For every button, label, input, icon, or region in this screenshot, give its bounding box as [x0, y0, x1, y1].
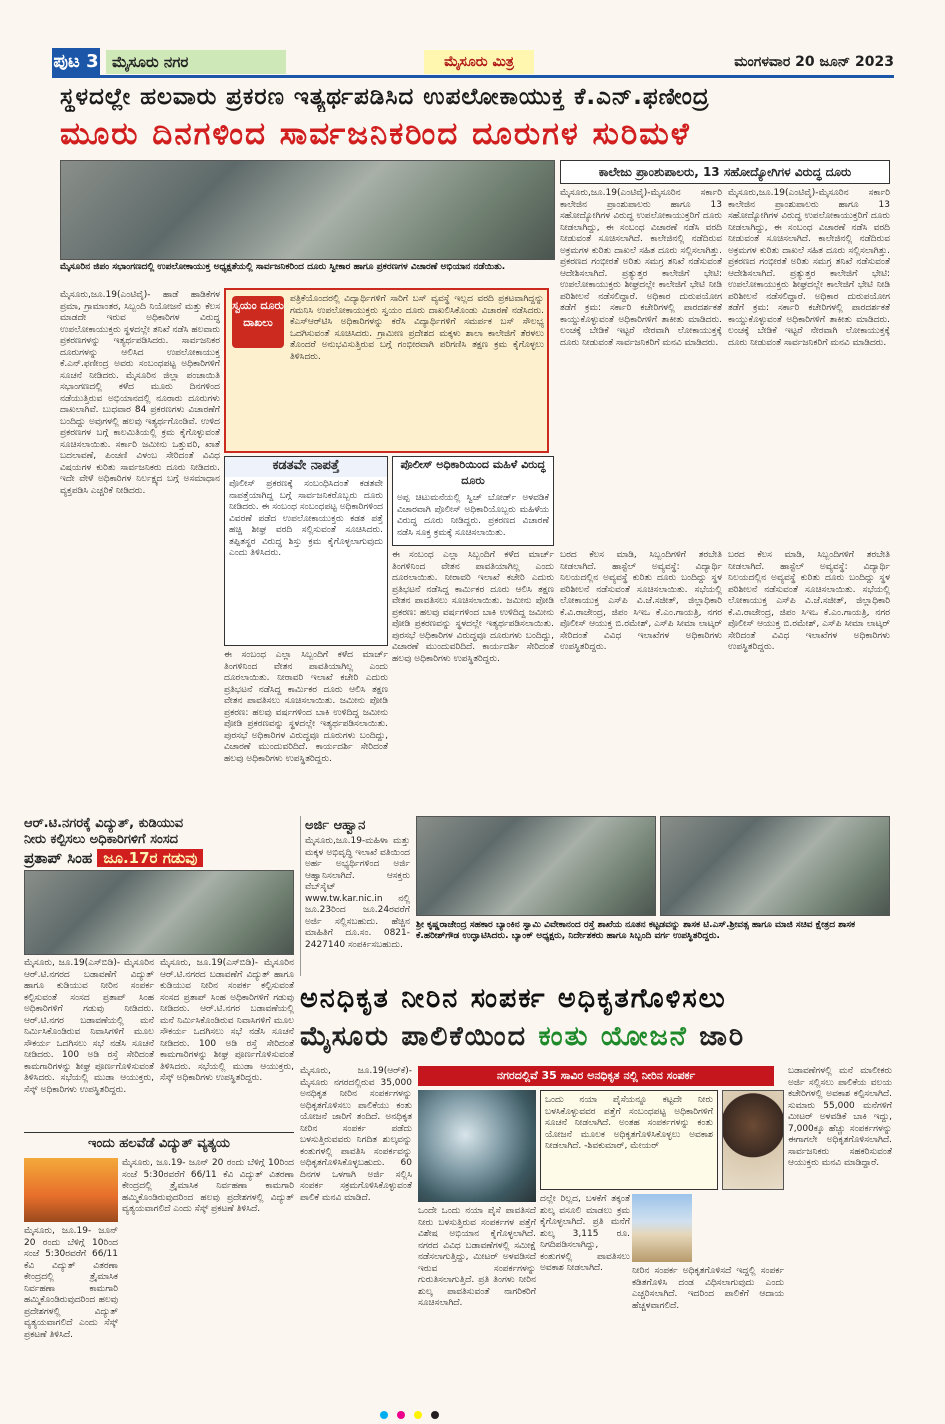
masthead — [52, 48, 894, 78]
mid-column-left: ಈ ಸಂಬಂಧ ಎಲ್ಲಾ ಸಿಬ್ಬಂದಿಗೆ ಕಳೆದ ಮಾರ್ಚ್ ತಿಂಗಳಿನಿಂದ ವೇತನ ಪಾವತಿಯಾಗಿಲ್ಲ ಎಂದು ದೂರಲಾಯಿತು. ನೀರಾವರಿ ಇಲಾಖೆ ಕಚೇರಿ ಎದುರು ಪ್ರತಿಭಟನೆ ನಡೆಸಿದ್ದ ಕಾರ್ಮಿಕರ ದೂರು ಆಲಿಸಿ ತಕ್ಷಣ ವೇತನ ಪಾವತಿಸಲು ಸೂಚಿಸಲಾಯಿತು. ಜಮೀನು ಪೋಡಿ ಪ್ರಕರಣ: ಹಲವು ವರ್ಷಗಳಿಂದ ಬಾಕಿ ಉಳಿದಿದ್ದ ಜಮೀನು ಪೋಡಿ ಪ್ರಕರಣವನ್ನು ಸ್ಥಳದಲ್ಲೇ ಇತ್ಯರ್ಥಪಡಿಸಲಾಯಿತು. ಪುರಸಭೆ ಅಧಿಕಾರಿಗಳ ವಿರುದ್ಧವೂ ದೂರುಗಳು ಬಂದಿದ್ದು, ವಿಚಾರಣೆ ಮುಂದುವರಿದಿದೆ. ಕಾರ್ಯದರ್ಶಿ ಸೇರಿದಂತೆ ಹಲವು ಅಧಿಕಾರಿಗಳು ಉಪಸ್ಥಿತರಿದ್ದರು. — [224, 650, 388, 764]
lead-photo-caption: ಮೈಸೂರಿನ ಜಿಪಂ ಸಭಾಂಗಣದಲ್ಲಿ ಉಪಲೋಕಾಯುಕ್ತ ಅಧ್ಯಕ್ಷತೆಯಲ್ಲಿ ಸಾರ್ವಜನಿಕರಿಂದ ದೂರು ಸ್ವೀಕಾರ ಹಾಗೂ ಪ್ರಕರಣಗಳ ವಿಚಾರಣೆ ಅಭಿಯಾನ ನಡೆಯಿತು. — [60, 262, 506, 272]
police-complaint-body: ಅಪ್ಪ ಚಿಟುಮನೆಯಲ್ಲಿ ಸ್ವಿಚ್ ಬೋರ್ಡ್ ಅಳವಡಿಕೆ ವಿಚಾರವಾಗಿ ಪೊಲೀಸ್ ಅಧಿಕಾರಿಯೊಬ್ಬರು ಮಹಿಳೆಯ ವಿರುದ್ಧ ದೂರು ನೀಡಿದ್ದರು. ಪ್ರಕರಣದ ವಿಚಾರಣೆ ನಡೆಸಿ ಸೂಕ್ತ ಕ್ರಮಕ್ಕೆ ಸೂಚಿಸಲಾಯಿತು. — [397, 493, 549, 538]
rt-nagar-photo — [24, 870, 294, 955]
yellow-mark — [414, 1411, 422, 1419]
event-photo-left — [416, 816, 656, 916]
missing-file-body: ಪೊಲೀಸ್ ಪ್ರಕರಣಕ್ಕೆ ಸಂಬಂಧಿಸಿದಂತೆ ಕಡತವೇ ನಾಪತ್ತೆಯಾಗಿದ್ದ ಬಗ್ಗೆ ಸಾರ್ವಜನಿಕರೊಬ್ಬರು ದೂರು ನೀಡಿದರು. ಈ ಸಂಬಂಧ ಸಂಬಂಧಪಟ್ಟ ಅಧಿಕಾರಿಗಳಿಂದ ವಿವರಣೆ ಪಡೆದ ಉಪಲೋಕಾಯುಕ್ತರು ಕಡತ ಪತ್ತೆ ಹಚ್ಚಿ ಶೀಘ್ರ ವರದಿ ಸಲ್ಲಿಸುವಂತೆ ಸೂಚಿಸಿದರು. ತಪ್ಪಿತಸ್ಥರ ವಿರುದ್ಧ ಶಿಸ್ತು ಕ್ರಮ ಕೈಗೊಳ್ಳಲಾಗುವುದು ಎಂದು ತಿಳಿಸಿದರು. — [229, 479, 383, 558]
water-headline-line2-b: ಕಂತು ಯೋಜನೆ — [538, 1021, 688, 1052]
police-complaint-title: ಪೊಲೀಸ್ ಅಧಿಕಾರಿಯಿಂದ ಮಹಿಳೆ ವಿರುದ್ಧ ದೂರು — [400, 458, 546, 487]
college-title-bar — [560, 160, 890, 184]
water-quote: ಒಂದು ನಯಾ ಪೈಸೆಯನ್ನೂ ಕಟ್ಟದೇ ನೀರು ಬಳಸಿಕೊಳ್ಳುವವರ ಪತ್ತೆಗೆ ಸಂಬಂಧಪಟ್ಟ ಅಧಿಕಾರಿಗಳಿಗೆ ಸೂಚನೆ ನೀಡಲಾಗಿದೆ. ಅಂತಹ ಸಂಪರ್ಕಗಳನ್ನು ಕಂತು ಯೋಜನೆ ಮೂಲಕ ಅಧಿಕೃತಗೊಳಿಸಿಕೊಳ್ಳಲು ಅವಕಾಶ ನೀಡಲಾಗಿದೆ. -ಶಿವಕುಮಾರ್, ಮೇಯರ್ — [545, 1095, 713, 1151]
paper-name: ಮೈಸೂರು ಮಿತ್ರ — [424, 50, 534, 74]
water-headline-line1: ಅನಧಿಕೃತ ನೀರಿನ ಸಂಪರ್ಕ ಅಧಿಕೃತಗೊಳಿಸಲು — [300, 983, 727, 1014]
rt-nagar-title-line3: ಪ್ರತಾಪ್ ಸಿಂಹ — [24, 849, 93, 867]
water-body-right: ಬಡಾವಣೆಗಳಲ್ಲಿ ಮನೆ ಮಾಲೀಕರು ಅರ್ಜಿ ಸಲ್ಲಿಸಲು ಪಾಲಿಕೆಯ ವಲಯ ಕಚೇರಿಗಳಲ್ಲಿ ಅವಕಾಶ ಕಲ್ಪಿಸಲಾಗಿದೆ. ಸುಮಾರು 55,000 ಮನೆಗಳಿಗೆ ಮೀಟರ್ ಅಳವಡಿಕೆ ಬಾಕಿ ಇದ್ದು, 7,000ಕ್ಕೂ ಹೆಚ್ಚು ಸಂಪರ್ಕಗಳನ್ನು ಈಗಾಗಲೇ ಅಧಿಕೃತಗೊಳಿಸಲಾಗಿದೆ. ಸಾರ್ವಜನಿಕರು ಸಹಕರಿಸುವಂತೆ ಆಯುಕ್ತರು ಮನವಿ ಮಾಡಿದ್ದಾರೆ. — [788, 1066, 892, 1168]
application-title: ಅರ್ಜಿ ಆಹ್ವಾನ — [305, 818, 366, 833]
event-photo-caption: ಶ್ರೀ ಕೃಷ್ಣರಾಜೇಂದ್ರ ಸಹಕಾರ ಬ್ಯಾಂಕಿನ ಸ್ವಾಮಿ ವಿವೇಕಾನಂದ ರಸ್ತೆ ಶಾಖೆಯ ನೂತನ ಕಟ್ಟಡವನ್ನು ಶಾಸಕ ಟಿ.ಎಸ್.ಶ್ರೀವತ್ಸ ಹಾಗೂ ಮಾಜಿ ಸಚಿವ ಕ್ಷೇತ್ರದ ಶಾಸಕ ಕೆ.ಹರೀಶ್‌ಗೌಡ ಉದ್ಘಾಟಿಸಿದರು. ಬ್ಯಾಂಕ್ ಅಧ್ಯಕ್ಷರು, ನಿರ್ದೇಶಕರು ಹಾಗೂ ಸಿಬ್ಬಂದಿ ವರ್ಗ ಉಪಸ್ಥಿತರಿದ್ದರು. — [416, 920, 856, 941]
college-body-right: ಮೈಸೂರು,ಜೂ.19(ಎಂಟಿವೈ)-ಮೈಸೂರಿನ ಸರ್ಕಾರಿ ಕಾಲೇಜಿನ ಪ್ರಾಂಶುಪಾಲರು ಹಾಗೂ 13 ಸಹೋದ್ಯೋಗಿಗಳ ವಿರುದ್ಧ ಉಪಲೋಕಾಯುಕ್ತರಿಗೆ ದೂರು ನೀಡಲಾಗಿದ್ದು, ಈ ಸಂಬಂಧ ವಿಚಾರಣೆ ನಡೆಸಿ ವರದಿ ನೀಡುವಂತೆ ಸೂಚಿಸಲಾಗಿದೆ. ಕಾಲೇಜಿನಲ್ಲಿ ನಡೆದಿರುವ ಅಕ್ರಮಗಳ ಕುರಿತು ದಾಖಲೆ ಸಹಿತ ದೂರು ಸಲ್ಲಿಸಲಾಗಿತ್ತು. ಪ್ರಕರಣದ ಗಂಭೀರತೆ ಅರಿತು ಸಮಗ್ರ ತನಿಖೆ ನಡೆಸುವಂತೆ ಆದೇಶಿಸಲಾಗಿದೆ. ಪ್ರತ್ಯುತ್ತರ ಕಾಲೇಜಿಗೆ ಭೇಟಿ: ಉಪಲೋಕಾಯುಕ್ತರು ಶೀಘ್ರದಲ್ಲೇ ಕಾಲೇಜಿಗೆ ಭೇಟಿ ನೀಡಿ ಪರಿಶೀಲನೆ ನಡೆಸಲಿದ್ದಾರೆ. ಅಧಿಕಾರ ದುರುಪಯೋಗ ತಡೆಗೆ ಕ್ರಮ: ಸರ್ಕಾರಿ ಕಚೇರಿಗಳಲ್ಲಿ ಪಾರದರ್ಶಕತೆ ಕಾಯ್ದುಕೊಳ್ಳುವಂತೆ ಅಧಿಕಾರಿಗಳಿಗೆ ತಾಕೀತು ಮಾಡಿದರು. ಲಂಚಕ್ಕೆ ಬೇಡಿಕೆ ಇಟ್ಟರೆ ನೇರವಾಗಿ ಲೋಕಾಯುಕ್ತಕ್ಕೆ ದೂರು ನೀಡುವಂತೆ ಸಾರ್ವಜನಿಕರಿಗೆ ಮನವಿ ಮಾಡಿದರು. — [728, 188, 890, 348]
right-column-b: ಬರದ ಕೆಲಸ ಮಾಡಿ, ಸಿಬ್ಬಂದಿಗಳಿಗೆ ತರಬೇತಿ ನೀಡಲಾಗಿದೆ. ಹಾಸ್ಟೆಲ್ ಅವ್ಯವಸ್ಥೆ: ವಿದ್ಯಾರ್ಥಿ ನಿಲಯದಲ್ಲಿನ ಅವ್ಯವಸ್ಥೆ ಕುರಿತು ದೂರು ಬಂದಿದ್ದು ಸ್ಥಳ ಪರಿಶೀಲನೆ ನಡೆಸುವಂತೆ ಸೂಚಿಸಲಾಯಿತು. ಸಭೆಯಲ್ಲಿ ಲೋಕಾಯುಕ್ತ ಎಸ್‌ಪಿ ವಿ.ಜೆ.ಸಜೀತ್, ಜಿಲ್ಲಾಧಿಕಾರಿ ಕೆ.ವಿ.ರಾಜೇಂದ್ರ, ಜಿಪಂ ಸಿಇಒ ಕೆ.ಎಂ.ಗಾಯತ್ರಿ, ನಗರ ಪೊಲೀಸ್ ಆಯುಕ್ತ ಬಿ.ರಮೇಶ್, ಎಸ್‌ಪಿ ಸೀಮಾ ಲಾಟ್ಕರ್ ಸೇರಿದಂತೆ ವಿವಿಧ ಇಲಾಖೆಗಳ ಅಧಿಕಾರಿಗಳು ಉಪಸ್ಥಿತರಿದ್ದರು. — [728, 550, 890, 652]
police-complaint-box — [392, 456, 554, 546]
cyan-mark — [380, 1411, 388, 1419]
palace-photo — [632, 1194, 692, 1262]
section-title: ಮೈಸೂರು ನಗರ — [106, 50, 286, 74]
magenta-mark — [397, 1411, 405, 1419]
water-body-mid: ಒಂದೇ ಒಂದು ನಯಾ ಪೈಸೆ ಪಾವತಿಸದೆ ನೀರು ಬಳಸುತ್ತಿರುವ ಸಂಪರ್ಕಗಳ ಪತ್ತೆಗೆ ವಿಶೇಷ ಅಭಿಯಾನ ಕೈಗೊಳ್ಳಲಾಗಿದೆ. ನಗರದ ವಿವಿಧ ಬಡಾವಣೆಗಳಲ್ಲಿ ಸಮೀಕ್ಷೆ ನಡೆಸಲಾಗುತ್ತಿದ್ದು, ಮೀಟರ್ ಅಳವಡಿಸದೆ ಇರುವ ಸಂಪರ್ಕಗಳನ್ನು ಗುರುತಿಸಲಾಗುತ್ತಿದೆ. ಪ್ರತಿ ತಿಂಗಳು ನೀರಿನ ಶುಲ್ಕ ಪಾವತಿಸುವಂತೆ ನಾಗರಿಕರಿಗೆ ಸೂಚಿಸಲಾಗಿದೆ. — [418, 1206, 536, 1308]
water-body-bottom2: ನೀರಿನ ಸಂಪರ್ಕ ಅಧಿಕೃತಗೊಳಿಸದೆ ಇದ್ದಲ್ಲಿ ಸಂಪರ್ಕ ಕಡಿತಗೊಳಿಸಿ ದಂಡ ವಿಧಿಸಲಾಗುವುದು ಎಂದು ಎಚ್ಚರಿಸಲಾಗಿದೆ. ಇದರಿಂದ ಪಾಲಿಕೆಗೆ ಆದಾಯ ಹೆಚ್ಚಳವಾಗಲಿದೆ. — [632, 1266, 784, 1311]
power-cut-body-left: ಮೈಸೂರು, ಜೂ.19- ಜೂನ್ 20 ರಂದು ಬೆಳಿಗ್ಗೆ 10ರಿಂದ ಸಂಜೆ 5:30ರವರೆಗೆ 66/11 ಕೆವಿ ವಿದ್ಯುತ್ ವಿತರಣಾ ಕೇಂದ್ರದಲ್ಲಿ ತ್ರೈಮಾಸಿಕ ನಿರ್ವಹಣಾ ಕಾಮಗಾರಿ ಹಮ್ಮಿಕೊಂಡಿರುವುದರಿಂದ ಹಲವು ಪ್ರದೇಶಗಳಲ್ಲಿ ವಿದ್ಯುತ್ ವ್ಯತ್ಯಯವಾಗಲಿದೆ ಎಂದು ಸೆಸ್ಕ್ ಪ್ರಕಟಣೆ ತಿಳಿಸಿದೆ. — [24, 1226, 118, 1340]
power-cut-title: ಇಂದು ಹಲವೆಡೆ ವಿದ್ಯುತ್ ವ್ಯತ್ಯಯ — [88, 1136, 230, 1151]
page-number: ಪುಟ 3 — [52, 48, 100, 76]
power-tower-photo — [24, 1158, 118, 1222]
water-quote-box — [540, 1090, 718, 1190]
water-body-left: ಮೈಸೂರು, ಜೂ.19(ಆರ್‌ಕೆ)- ಮೈಸೂರು ನಗರದಲ್ಲಿರುವ 35,000 ಅನಧಿಕೃತ ನೀರಿನ ಸಂಪರ್ಕಗಳನ್ನು ಅಧಿಕೃತಗೊಳಿಸಲು ಪಾಲಿಕೆಯು ಕಂತು ಯೋಜನೆ ಜಾರಿಗೆ ತಂದಿದೆ. ಅನಧಿಕೃತ ನೀರಿನ ಸಂಪರ್ಕ ಪಡೆದು ಬಳಸುತ್ತಿರುವವರು ನಿಗದಿತ ಶುಲ್ಕವನ್ನು ಕಂತುಗಳಲ್ಲಿ ಪಾವತಿಸಿ ಸಂಪರ್ಕವನ್ನು ಅಧಿಕೃತಗೊಳಿಸಿಕೊಳ್ಳಬಹುದು. 60 ದಿನಗಳ ಒಳಗಾಗಿ ಅರ್ಜಿ ಸಲ್ಲಿಸಿ ಸಂಪರ್ಕ ಸಕ್ರಮಗೊಳಿಸಿಕೊಳ್ಳುವಂತೆ ಪಾಲಿಕೆ ಮನವಿ ಮಾಡಿದೆ. — [300, 1066, 412, 1203]
print-registration-marks — [380, 1404, 560, 1414]
rt-nagar-title-line1: ಆರ್.ಟಿ.ನಗರಕ್ಕೆ ವಿದ್ಯುತ್, ಕುಡಿಯುವ — [24, 816, 184, 831]
rt-nagar-title-line2: ನೀರು ಕಲ್ಪಿಸಲು ಅಧಿಕಾರಿಗಳಿಗೆ ಸಂಸದ — [24, 832, 179, 847]
mayor-portrait — [722, 1090, 784, 1190]
rt-nagar-body-right: ಮೈಸೂರು, ಜೂ.19(ಎಸ್‌ಬಿಡಿ)- ಮೈಸೂರಿನ ಆರ್.ಟಿ.ನಗರದ ಬಡಾವಣೆಗೆ ವಿದ್ಯುತ್ ಹಾಗೂ ಕುಡಿಯುವ ನೀರಿನ ಸಂಪರ್ಕ ಕಲ್ಪಿಸುವಂತೆ ಸಂಸದ ಪ್ರತಾಪ್ ಸಿಂಹ ಅಧಿಕಾರಿಗಳಿಗೆ ಗಡುವು ನೀಡಿದರು. ಆರ್.ಟಿ.ನಗರ ಬಡಾವಣೆಯಲ್ಲಿ ಮನೆ ನಿರ್ಮಿಸಿಕೊಂಡಿರುವ ನಿವಾಸಿಗಳಿಗೆ ಮೂಲ ಸೌಕರ್ಯ ಒದಗಿಸಲು ಸಭೆ ನಡೆಸಿ ಸೂಚನೆ ನೀಡಿದರು. 100 ಅಡಿ ರಸ್ತೆ ಸೇರಿದಂತೆ ಕಾಮಗಾರಿಗಳನ್ನು ಶೀಘ್ರ ಪೂರ್ಣಗೊಳಿಸುವಂತೆ ತಿಳಿಸಿದರು. ಸಭೆಯಲ್ಲಿ ಮುಡಾ ಆಯುಕ್ತರು, ಸೆಸ್ಕ್ ಅಧಿಕಾರಿಗಳು ಉಪಸ್ಥಿತರಿದ್ದರು. — [160, 958, 294, 1083]
water-headline-line2-a: ಮೈಸೂರು ಪಾಲಿಕೆಯಿಂದ — [300, 1021, 528, 1052]
rt-nagar-deadline: ಜೂ.17ರ ಗಡುವು — [97, 849, 203, 867]
lead-kicker: ಸ್ಥಳದಲ್ಲೇ ಹಲವಾರು ಪ್ರಕರಣ ಇತ್ಯರ್ಥಪಡಿಸಿದ ಉಪಲೋಕಾಯುಕ್ತ ಕೆ.ಎನ್.ಫಣೀಂದ್ರ — [60, 84, 710, 110]
water-subheadline: ನಗರದಲ್ಲಿವೆ 35 ಸಾವಿರ ಅನಧಿಕೃತ ನಲ್ಲಿ ನೀರಿನ ಸಂಪರ್ಕ — [418, 1066, 774, 1086]
rt-nagar-headline — [24, 816, 294, 866]
event-photo-right — [660, 816, 890, 916]
water-headline-line2-c: ಜಾರಿ — [699, 1021, 746, 1052]
application-body: ಮೈಸೂರು,ಜೂ.19-ಮಹಿಳಾ ಮತ್ತು ಮಕ್ಕಳ ಅಭಿವೃದ್ಧಿ ಇಲಾಖೆ ವತಿಯಿಂದ ಅರ್ಹ ಅಭ್ಯರ್ಥಿಗಳಿಂದ ಅರ್ಜಿ ಆಹ್ವಾನಿಸಲಾಗಿದೆ. ಆಸಕ್ತರು ವೆಬ್‌ಸೈಟ್ www.tw.kar.nic.in ನಲ್ಲಿ ಜೂ.23ರಿಂದ ಜೂ.24ರವರೆಗೆ ಅರ್ಜಿ ಸಲ್ಲಿಸಬಹುದು. ಹೆಚ್ಚಿನ ಮಾಹಿತಿಗೆ ದೂ.ಸಂ. 0821-2427140 ಸಂಪರ್ಕಿಸಬಹುದು. — [305, 836, 410, 950]
right-column-a: ಬರದ ಕೆಲಸ ಮಾಡಿ, ಸಿಬ್ಬಂದಿಗಳಿಗೆ ತರಬೇತಿ ನೀಡಲಾಗಿದೆ. ಹಾಸ್ಟೆಲ್ ಅವ್ಯವಸ್ಥೆ: ವಿದ್ಯಾರ್ಥಿ ನಿಲಯದಲ್ಲಿನ ಅವ್ಯವಸ್ಥೆ ಕುರಿತು ದೂರು ಬಂದಿದ್ದು ಸ್ಥಳ ಪರಿಶೀಲನೆ ನಡೆಸುವಂತೆ ಸೂಚಿಸಲಾಯಿತು. ಸಭೆಯಲ್ಲಿ ಲೋಕಾಯುಕ್ತ ಎಸ್‌ಪಿ ವಿ.ಜೆ.ಸಜೀತ್, ಜಿಲ್ಲಾಧಿಕಾರಿ ಕೆ.ವಿ.ರಾಜೇಂದ್ರ, ಜಿಪಂ ಸಿಇಒ ಕೆ.ಎಂ.ಗಾಯತ್ರಿ, ನಗರ ಪೊಲೀಸ್ ಆಯುಕ್ತ ಬಿ.ರಮೇಶ್, ಎಸ್‌ಪಿ ಸೀಮಾ ಲಾಟ್ಕರ್ ಸೇರಿದಂತೆ ವಿವಿಧ ಇಲಾಖೆಗಳ ಅಧಿಕಾರಿಗಳು ಉಪಸ್ಥಿತರಿದ್ದರು. — [560, 550, 722, 652]
rt-nagar-body-left: ಮೈಸೂರು, ಜೂ.19(ಎಸ್‌ಬಿಡಿ)- ಮೈಸೂರಿನ ಆರ್.ಟಿ.ನಗರದ ಬಡಾವಣೆಗೆ ವಿದ್ಯುತ್ ಹಾಗೂ ಕುಡಿಯುವ ನೀರಿನ ಸಂಪರ್ಕ ಕಲ್ಪಿಸುವಂತೆ ಸಂಸದ ಪ್ರತಾಪ್ ಸಿಂಹ ಅಧಿಕಾರಿಗಳಿಗೆ ಗಡುವು ನೀಡಿದರು. ಆರ್.ಟಿ.ನಗರ ಬಡಾವಣೆಯಲ್ಲಿ ಮನೆ ನಿರ್ಮಿಸಿಕೊಂಡಿರುವ ನಿವಾಸಿಗಳಿಗೆ ಮೂಲ ಸೌಕರ್ಯ ಒದಗಿಸಲು ಸಭೆ ನಡೆಸಿ ಸೂಚನೆ ನೀಡಿದರು. 100 ಅಡಿ ರಸ್ತೆ ಸೇರಿದಂತೆ ಕಾಮಗಾರಿಗಳನ್ನು ಶೀಘ್ರ ಪೂರ್ಣಗೊಳಿಸುವಂತೆ ತಿಳಿಸಿದರು. ಸಭೆಯಲ್ಲಿ ಮುಡಾ ಆಯುಕ್ತರು, ಸೆಸ್ಕ್ ಅಧಿಕಾರಿಗಳು ಉಪಸ್ಥಿತರಿದ್ದರು. — [24, 958, 154, 1095]
lead-photo — [60, 160, 555, 260]
power-cut-header — [24, 1132, 294, 1154]
application-notice — [300, 816, 410, 976]
missing-file-box — [224, 456, 388, 646]
college-title: ಕಾಲೇಜು ಪ್ರಾಂಶುಪಾಲರು, 13 ಸಹೋದ್ಯೋಗಿಗಳ ವಿರುದ್ಧ ದೂರು — [598, 165, 852, 179]
suo-motu-badge: ಸ್ವಯಂ ದೂರು ದಾಖಲು — [232, 296, 284, 348]
water-headline — [300, 980, 900, 1060]
missing-file-title: ಕಡತವೇ ನಾಪತ್ತೆ — [225, 457, 387, 477]
suo-motu-box — [224, 288, 549, 453]
lead-body: ಮೈಸೂರು,ಜೂ.19(ಎಂಟಿವೈ)- ಹಾಡೆ ಹಾಡಿಕೆಗಳ ಪ್ರಮಾ, ಗ್ರಾಮಾಂತರ, ಸಿಬ್ಬಂದಿ ನಿಯೋಜನೆ ಮತ್ತು ಕೆಲಸ ಮಾಡದೇ ಇರುವ ಅಧಿಕಾರಿಗಳ ವಿರುದ್ಧ ಉಪಲೋಕಾಯುಕ್ತರು ಸ್ಥಳದಲ್ಲೇ ತನಿಖೆ ನಡೆಸಿ ಹಲವಾರು ಪ್ರಕರಣಗಳನ್ನು ಇತ್ಯರ್ಥಪಡಿಸಿದರು. ಸಾರ್ವಜನಿಕರ ದೂರುಗಳನ್ನು ಆಲಿಸಿದ ಉಪಲೋಕಾಯುಕ್ತ ಕೆ.ಎನ್.ಫಣೀಂದ್ರ ಅವರು ಸಂಬಂಧಪಟ್ಟ ಅಧಿಕಾರಿಗಳಿಗೆ ಸೂಚನೆ ನೀಡಿದರು. ಮೈಸೂರಿನ ಜಿಲ್ಲಾ ಪಂಚಾಯಿತಿ ಸಭಾಂಗಣದಲ್ಲಿ ಕಳೆದ ಮೂರು ದಿನಗಳಿಂದ ನಡೆಯುತ್ತಿರುವ ಅಭಿಯಾನದಲ್ಲಿ ನೂರಾರು ದೂರುಗಳು ದಾಖಲಾಗಿವೆ. ಬುಧವಾರ 84 ಪ್ರಕರಣಗಳು ವಿಚಾರಣೆಗೆ ಬಂದಿದ್ದು ಅವುಗಳಲ್ಲಿ ಹಲವು ಇತ್ಯರ್ಥಗೊಂಡಿವೆ. ಉಳಿದ ಪ್ರಕರಣಗಳ ಬಗ್ಗೆ ಕಾಲಮಿತಿಯಲ್ಲಿ ಕ್ರಮ ಕೈಗೊಳ್ಳುವಂತೆ ಸೂಚಿಸಲಾಯಿತು. ಸರ್ಕಾರಿ ಜಮೀನು ಒತ್ತುವರಿ, ಖಾತೆ ಬದಲಾವಣೆ, ಪಿಂಚಣಿ ವಿಳಂಬ ಸೇರಿದಂತೆ ವಿವಿಧ ವಿಷಯಗಳ ಕುರಿತು ಸಾರ್ವಜನಿಕರು ದೂರು ನೀಡಿದರು. ಇದೇ ವೇಳೆ ಅಧಿಕಾರಿಗಳ ನಿರ್ಲಕ್ಷ್ಯದ ಬಗ್ಗೆ ಅಸಮಾಧಾನ ವ್ಯಕ್ತಪಡಿಸಿ ಎಚ್ಚರಿಕೆ ನೀಡಿದರು. — [60, 290, 220, 496]
college-body-left: ಮೈಸೂರು,ಜೂ.19(ಎಂಟಿವೈ)-ಮೈಸೂರಿನ ಸರ್ಕಾರಿ ಕಾಲೇಜಿನ ಪ್ರಾಂಶುಪಾಲರು ಹಾಗೂ 13 ಸಹೋದ್ಯೋಗಿಗಳ ವಿರುದ್ಧ ಉಪಲೋಕಾಯುಕ್ತರಿಗೆ ದೂರು ನೀಡಲಾಗಿದ್ದು, ಈ ಸಂಬಂಧ ವಿಚಾರಣೆ ನಡೆಸಿ ವರದಿ ನೀಡುವಂತೆ ಸೂಚಿಸಲಾಗಿದೆ. ಕಾಲೇಜಿನಲ್ಲಿ ನಡೆದಿರುವ ಅಕ್ರಮಗಳ ಕುರಿತು ದಾಖಲೆ ಸಹಿತ ದೂರು ಸಲ್ಲಿಸಲಾಗಿತ್ತು. ಪ್ರಕರಣದ ಗಂಭೀರತೆ ಅರಿತು ಸಮಗ್ರ ತನಿಖೆ ನಡೆಸುವಂತೆ ಆದೇಶಿಸಲಾಗಿದೆ. ಪ್ರತ್ಯುತ್ತರ ಕಾಲೇಜಿಗೆ ಭೇಟಿ: ಉಪಲೋಕಾಯುಕ್ತರು ಶೀಘ್ರದಲ್ಲೇ ಕಾಲೇಜಿಗೆ ಭೇಟಿ ನೀಡಿ ಪರಿಶೀಲನೆ ನಡೆಸಲಿದ್ದಾರೆ. ಅಧಿಕಾರ ದುರುಪಯೋಗ ತಡೆಗೆ ಕ್ರಮ: ಸರ್ಕಾರಿ ಕಚೇರಿಗಳಲ್ಲಿ ಪಾರದರ್ಶಕತೆ ಕಾಯ್ದುಕೊಳ್ಳುವಂತೆ ಅಧಿಕಾರಿಗಳಿಗೆ ತಾಕೀತು ಮಾಡಿದರು. ಲಂಚಕ್ಕೆ ಬೇಡಿಕೆ ಇಟ್ಟರೆ ನೇರವಾಗಿ ಲೋಕಾಯುಕ್ತಕ್ಕೆ ದೂರು ನೀಡುವಂತೆ ಸಾರ್ವಜನಿಕರಿಗೆ ಮನವಿ ಮಾಡಿದರು. — [560, 188, 722, 348]
power-cut-body: ಮೈಸೂರು, ಜೂ.19- ಜೂನ್ 20 ರಂದು ಬೆಳಿಗ್ಗೆ 10ರಿಂದ ಸಂಜೆ 5:30ರವರೆಗೆ 66/11 ಕೆವಿ ವಿದ್ಯುತ್ ವಿತರಣಾ ಕೇಂದ್ರದಲ್ಲಿ ತ್ರೈಮಾಸಿಕ ನಿರ್ವಹಣಾ ಕಾಮಗಾರಿ ಹಮ್ಮಿಕೊಂಡಿರುವುದರಿಂದ ಹಲವು ಪ್ರದೇಶಗಳಲ್ಲಿ ವಿದ್ಯುತ್ ವ್ಯತ್ಯಯವಾಗಲಿದೆ ಎಂದು ಸೆಸ್ಕ್ ಪ್ರಕಟಣೆ ತಿಳಿಸಿದೆ. — [122, 1158, 294, 1214]
issue-date: ಮಂಗಳವಾರ 20 ಜೂನ್ 2023 — [734, 54, 894, 70]
water-body-bottom: ದಲ್ಲೇ ರಿಲ್ಲದ, ಬಳಕೆಗೆ ತಕ್ಕಂತೆ ಶುಲ್ಕ ವಸೂಲಿ ಮಾಡಲು ಕ್ರಮ ಕೈಗೊಳ್ಳಲಾಗಿದೆ. ಪ್ರತಿ ಮನೆಗೆ ಶುಲ್ಕ 3,115 ರೂ. ನಿಗದಿಪಡಿಸಲಾಗಿದ್ದು, ಕಂತುಗಳಲ್ಲಿ ಪಾವತಿಸಲು ಅವಕಾಶ ನೀಡಲಾಗಿದೆ. — [540, 1194, 630, 1273]
water-meter-photo — [418, 1090, 536, 1202]
mid-column-right: ಈ ಸಂಬಂಧ ಎಲ್ಲಾ ಸಿಬ್ಬಂದಿಗೆ ಕಳೆದ ಮಾರ್ಚ್ ತಿಂಗಳಿನಿಂದ ವೇತನ ಪಾವತಿಯಾಗಿಲ್ಲ ಎಂದು ದೂರಲಾಯಿತು. ನೀರಾವರಿ ಇಲಾಖೆ ಕಚೇರಿ ಎದುರು ಪ್ರತಿಭಟನೆ ನಡೆಸಿದ್ದ ಕಾರ್ಮಿಕರ ದೂರು ಆಲಿಸಿ ತಕ್ಷಣ ವೇತನ ಪಾವತಿಸಲು ಸೂಚಿಸಲಾಯಿತು. ಜಮೀನು ಪೋಡಿ ಪ್ರಕರಣ: ಹಲವು ವರ್ಷಗಳಿಂದ ಬಾಕಿ ಉಳಿದಿದ್ದ ಜಮೀನು ಪೋಡಿ ಪ್ರಕರಣವನ್ನು ಸ್ಥಳದಲ್ಲೇ ಇತ್ಯರ್ಥಪಡಿಸಲಾಯಿತು. ಪುರಸಭೆ ಅಧಿಕಾರಿಗಳ ವಿರುದ್ಧವೂ ದೂರುಗಳು ಬಂದಿದ್ದು, ವಿಚಾರಣೆ ಮುಂದುವರಿದಿದೆ. ಕಾರ್ಯದರ್ಶಿ ಸೇರಿದಂತೆ ಹಲವು ಅಧಿಕಾರಿಗಳು ಉಪಸ್ಥಿತರಿದ್ದರು. — [392, 550, 554, 664]
black-mark — [431, 1411, 439, 1419]
suo-motu-body: ಪತ್ರಿಕೆಯೊಂದರಲ್ಲಿ ವಿದ್ಯಾರ್ಥಿಗಳಿಗೆ ಸಾರಿಗೆ ಬಸ್ ವ್ಯವಸ್ಥೆ ಇಲ್ಲದ ವರದಿ ಪ್ರಕಟವಾಗಿದ್ದನ್ನು ಗಮನಿಸಿ ಉಪಲೋಕಾಯುಕ್ತರು ಸ್ವಯಂ ದೂರು ದಾಖಲಿಸಿಕೊಂಡು ವಿಚಾರಣೆ ನಡೆಸಿದರು. ಕೆಎಸ್‌ಆರ್‌ಟಿಸಿ ಅಧಿಕಾರಿಗಳನ್ನು ಕರೆಸಿ ವಿದ್ಯಾರ್ಥಿಗಳಿಗೆ ಸಮರ್ಪಕ ಬಸ್ ಸೌಲಭ್ಯ ಒದಗಿಸುವಂತೆ ಸೂಚಿಸಿದರು. ಗ್ರಾಮೀಣ ಪ್ರದೇಶದ ಮಕ್ಕಳು ಶಾಲಾ ಕಾಲೇಜಿಗೆ ತೆರಳಲು ತೊಂದರೆ ಅನುಭವಿಸುತ್ತಿರುವ ಬಗ್ಗೆ ಗಂಭೀರವಾಗಿ ಪರಿಗಣಿಸಿ ತಕ್ಷಣ ಕ್ರಮ ಕೈಗೊಳ್ಳಲು ತಿಳಿಸಿದರು. — [290, 294, 544, 362]
lead-headline: ಮೂರು ದಿನಗಳಿಂದ ಸಾರ್ವಜನಿಕರಿಂದ ದೂರುಗಳ ಸುರಿಮಳೆ — [60, 116, 691, 152]
